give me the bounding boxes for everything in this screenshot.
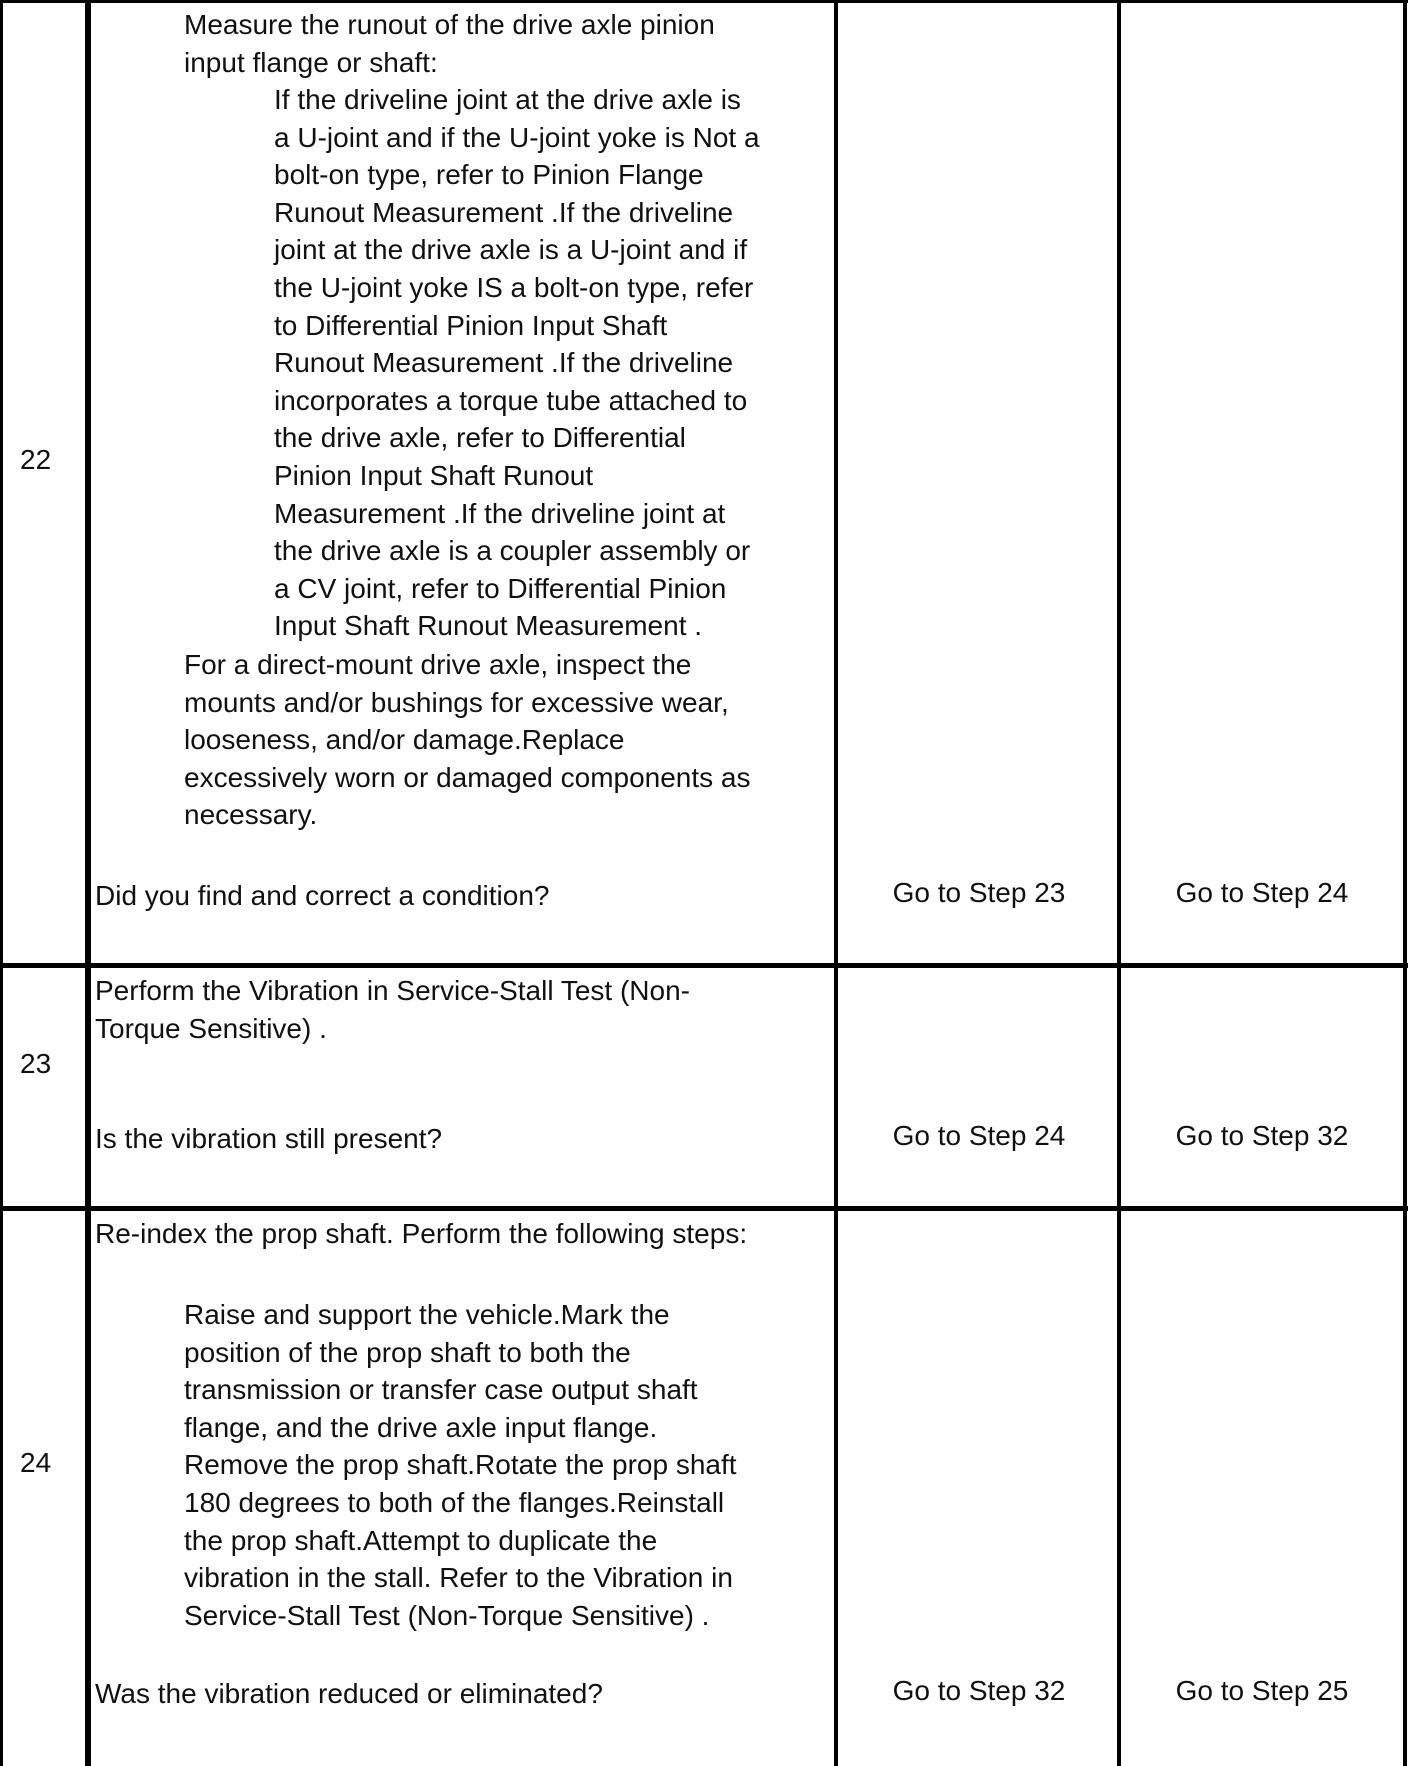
- no-result: Go to Step 32: [1175, 1120, 1349, 1151]
- no-result: Go to Step 24: [1175, 877, 1349, 908]
- action-subitem-text: Raise and support the vehicle.Mark the position of the prop shaft to both the transmission or transfer case output shaft flange, and the drive axle input flange. Remove the prop shaft.Rotate the prop shaft 180 degrees to both of the flanges.Reinstall the prop shaft.Attempt to duplicate the vibration in the stall. Refer to the Vibration in Service-Stall Test (Non-Torque Sensitive) .: [184, 1299, 737, 1631]
- table-border-step-column: [85, 0, 91, 1766]
- yes-result: Go to Step 24: [892, 1120, 1066, 1151]
- yes-result: Go to Step 23: [892, 877, 1066, 908]
- question-text: Did you find and correct a condition?: [95, 880, 550, 911]
- yes-result: Go to Step 32: [892, 1675, 1066, 1706]
- no-result: Go to Step 25: [1175, 1675, 1349, 1706]
- table-border-left: [0, 0, 3, 1766]
- question-text: Is the vibration still present?: [95, 1123, 443, 1154]
- row-divider: [0, 1206, 1408, 1211]
- table-border-right: [1403, 0, 1407, 1766]
- action-text: Measure the runout of the drive axle pinion input flange or shaft:: [184, 9, 715, 78]
- action-text: Perform the Vibration in Service-Stall Test (Non- Torque Sensitive) .: [95, 975, 690, 1044]
- step-number: 24: [20, 1447, 52, 1478]
- question-text: Was the vibration reduced or eliminated?: [95, 1678, 603, 1709]
- action-text: Re-index the prop shaft. Perform the following steps:: [95, 1218, 748, 1249]
- step-number: 23: [20, 1048, 52, 1079]
- row-divider: [0, 0, 1408, 3]
- action-text: For a direct-mount drive axle, inspect the mounts and/or bushings for excessive wear, looseness, and/or damage.Replace excessively worn or damaged components as necessary.: [184, 649, 751, 831]
- row-divider: [0, 963, 1408, 968]
- action-subitem-text: If the driveline joint at the drive axle is a U-joint and if the U-joint yoke is Not a bolt-on type, refer to Pinion Flange Runout Measurement .If the driveline joint at the drive axle is a U-joint and if the U-joint yoke IS a bolt-on type, refer to Differential Pinion Input Shaft Runout Measurement .If the driveline incorporates a torque tube attached to the drive axle, refer to Differential Pinion Input Shaft Runout Measurement .If the driveline joint at the drive axle is a coupler assembly or a CV joint, refer to Differential Pinion Input Shaft Runout Measurement .: [274, 84, 760, 642]
- step-number: 22: [20, 444, 52, 475]
